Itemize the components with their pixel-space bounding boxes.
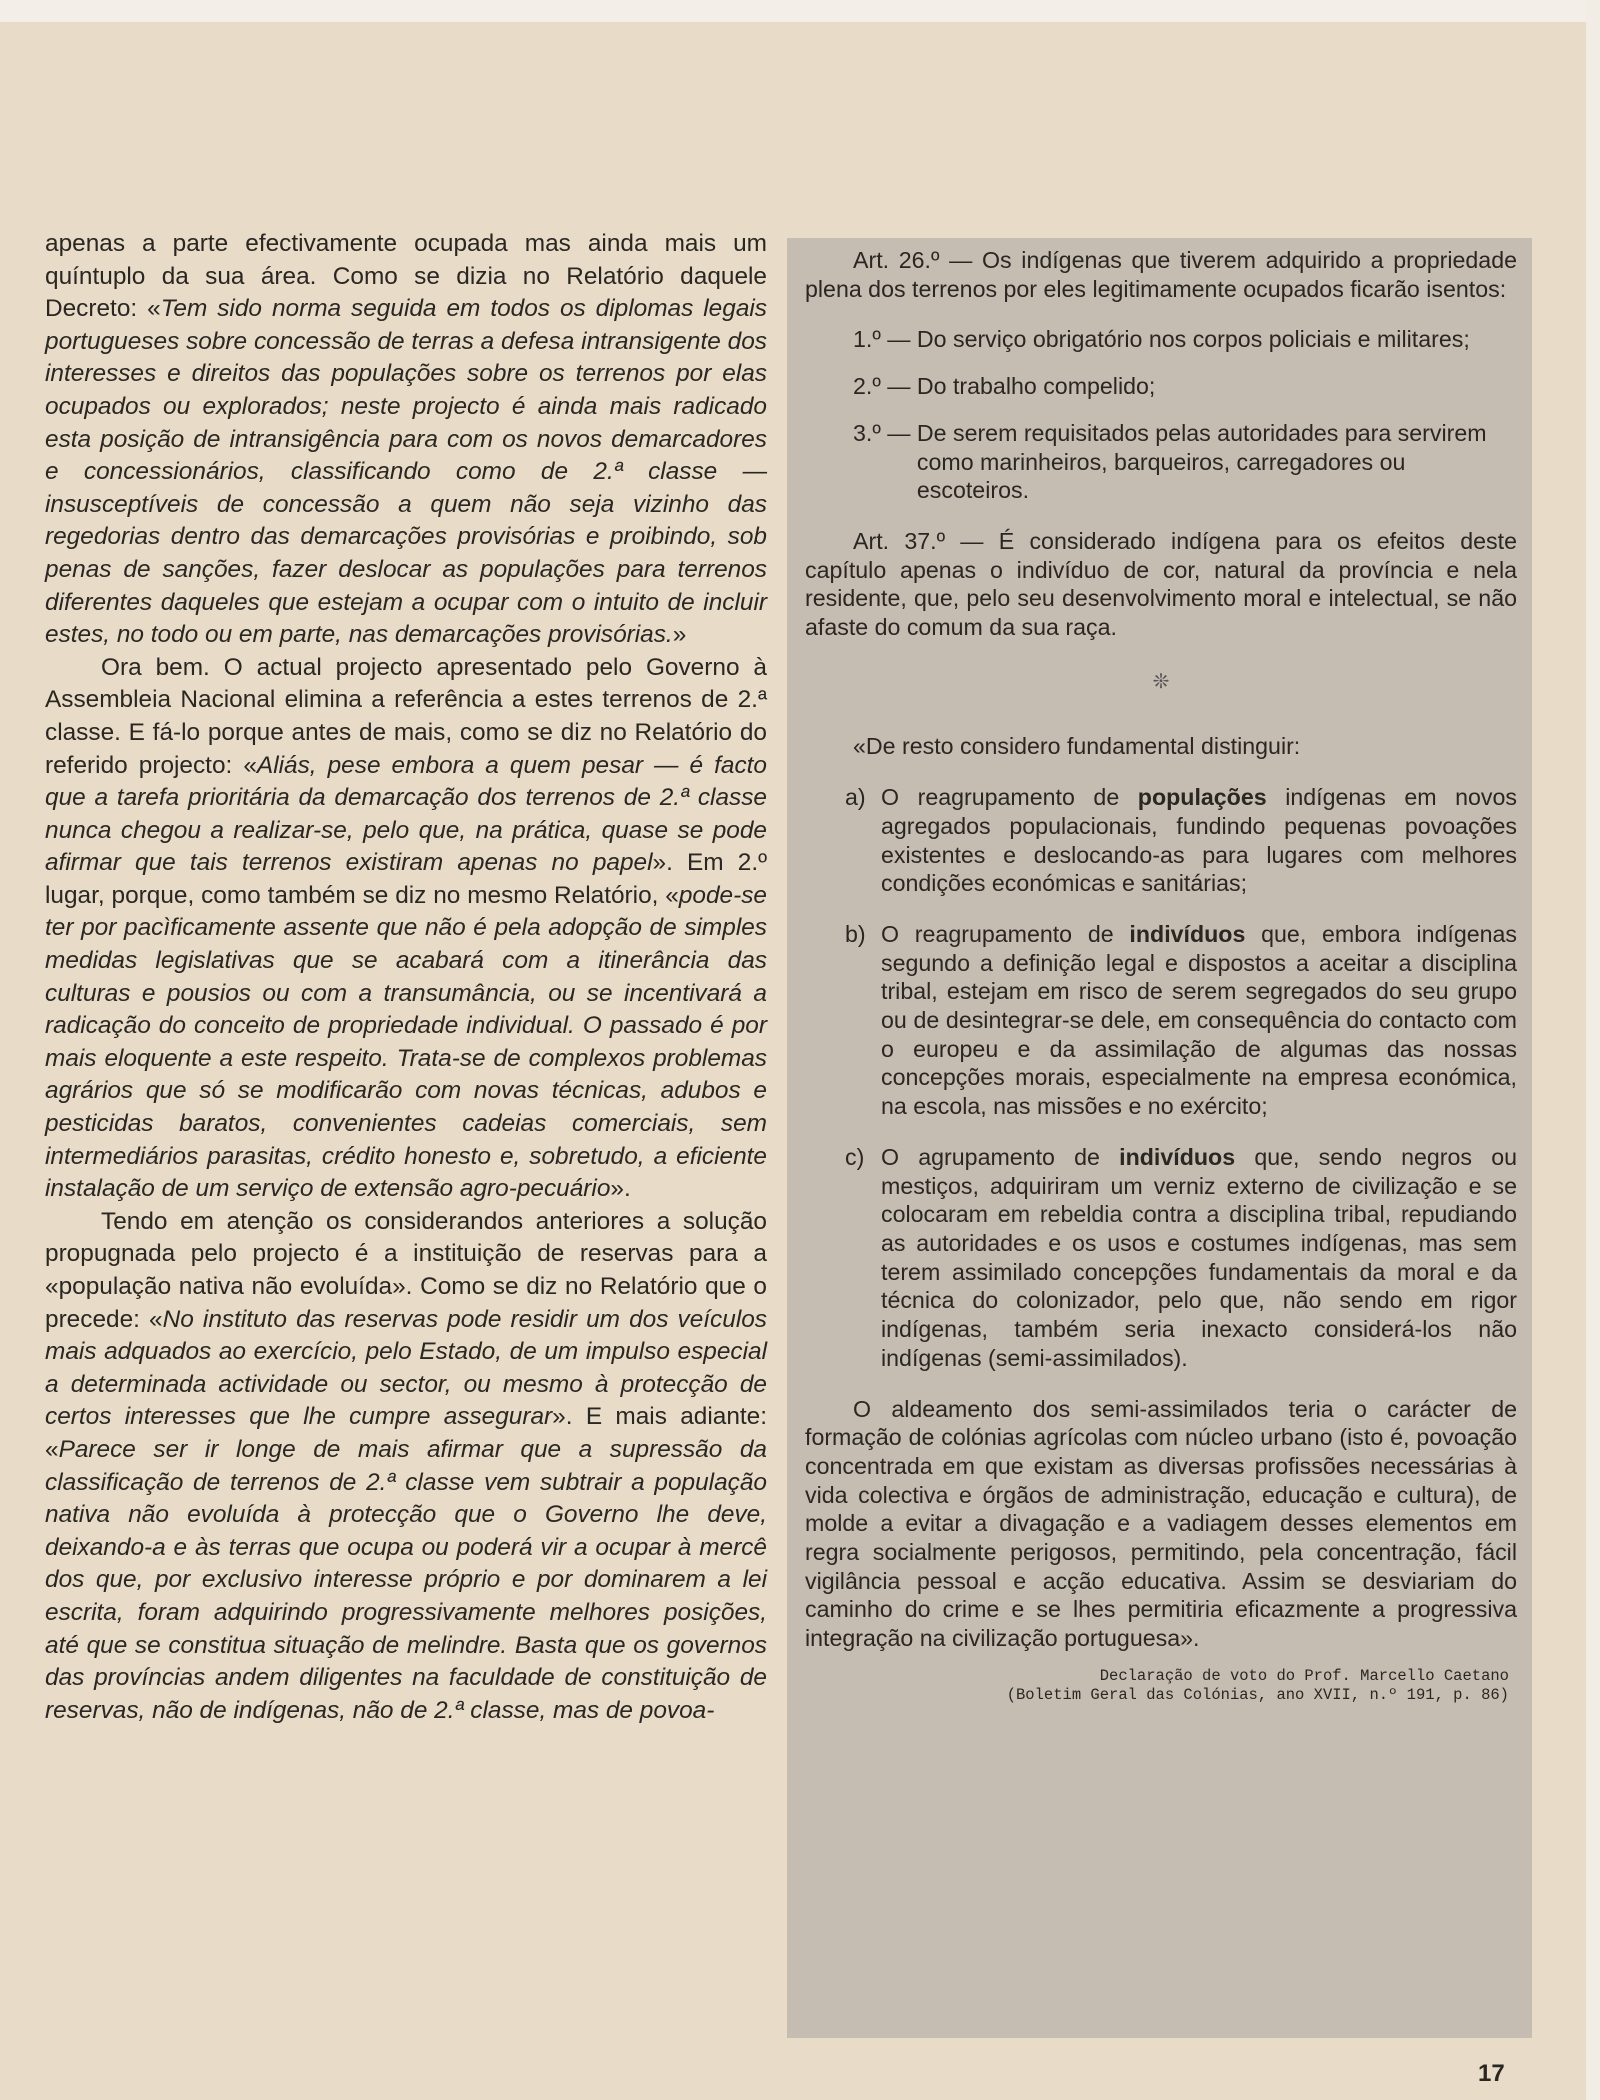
paragraph-current-project: Ora bem. O actual projecto apresentado pelo Governo à Assembleia Nacional elimina a referência a estes terrenos de 2.ª classe. E fá-lo porque antes de mais, como se diz no Relatório do referido projecto: «Aliás, pese embora a quem pesar — é facto que a tarefa prioritária da demarcação dos terrenos de 2.ª classe nunca chegou a realizar-se, pelo que, na prática, quase se pode afirmar que tais terrenos existiram apenas no papel». Em 2.º lugar, porque, como também se diz no mesmo Relatório, «pode-se ter por pacìficamente assente que não é pela adopção de simples medidas legislativas que se acabará com a itinerância das culturas e pousios ou com a transumância, ou se incentivará a radicação do conceito de propriedade individual. O passado é por mais eloquente a este respeito. Trata-se de complexos problemas agrários que só se modificarão com novas técnicas, adubos e pesticidas baratos, convenientes cadeias comerciais, sem intermediários parasitas, crédito honesto e, sobretudo, a eficiente instalação de um serviço de extensão agro-pecuário».: [45, 653, 768, 1203]
list-item-a: a) O reagrupamento de populações indígenas em novos agregados populacionais, fundindo pequenas povoações existentes e deslocando-as para lugares com melhores condições económicas e sanitárias;: [845, 784, 1517, 897]
source-citation: Declaração de voto do Prof. Marcello Caetano (Boletim Geral das Colónias, ano XVII, n.º 191, p. 86): [1006, 1666, 1509, 1704]
section-separator-icon: ❊: [1152, 670, 1170, 693]
scan-right-edge: [1586, 0, 1600, 2100]
quote-intro: «De resto considero fundamental distinguir:: [853, 733, 1301, 760]
article-37: Art. 37.º — É considerado indígena para os efeitos deste capítulo apenas o indivíduo de cor, natural da província e nela residente, que, pelo seu desenvolvimento moral e intelectual, se não afaste do comum da sua raça.: [805, 527, 1517, 641]
scan-top-edge: [0, 0, 1600, 22]
article-26-item-3: 3.º — De serem requisitados pelas autoridades para servirem como marinheiros, barqueiros, carregadores ou escoteiros.: [853, 419, 1487, 504]
article-26-item-2: 2.º — Do trabalho compelido;: [853, 373, 1156, 400]
closing-paragraph: O aldeamento dos semi-assimilados teria o carácter de formação de colónias agrícolas com núcleo urbano (isto é, povoação concentrada em que existam as diversas profissões necessárias à vida colectiva e órgãos de administração, educação e cultura), de molde a evitar a divagação e a vadiagem desses elementos em regra socialmente perigosos, permitindo, pela concentração, fácil vigilância pessoal e acção educativa. Assim se desviariam do caminho do crime e se lhes permitiria eficazmente a progressiva integração na civilização portuguesa».: [805, 1395, 1517, 1652]
page-number: 17: [1478, 2060, 1505, 2087]
left-column-text: [45, 228, 767, 1727]
list-item-b: b) O reagrupamento de indivíduos que, embora indígenas segundo a definição legal e dispostos a aceitar a disciplina tribal, estejam em risco de serem segregados do seu grupo ou de desintegrar-se dele, em consequência do contacto com o europeu e da assimilação de algumas das nossas concepções morais, especialmente na empresa económica, na escola, nas missões e no exército;: [845, 920, 1517, 1120]
list-item-c: c) O agrupamento de indivíduos que, sendo negros ou mestiços, adquiriram um verniz externo de civilização e se colocaram em rebeldia contra a disciplina tribal, repudiando as autoridades e os usos e costumes indígenas, mas sem terem assimilado concepções fundamentais da moral e da técnica do colonizador, pelo que, não sendo em rigor indígenas, também seria inexacto considerá-los não indígenas (semi-assimilados).: [845, 1143, 1517, 1371]
right-column-text: [805, 246, 1517, 1705]
article-26: Art. 26.º — Os indígenas que tiverem adquirido a propriedade plena dos terrenos por eles legitimamente ocupados ficarão isentos:: [805, 247, 1517, 302]
paragraph-reserves: Tendo em atenção os considerandos anteriores a solução propugnada pelo projecto é a instituição de reservas para a «população nativa não evoluída». Como se diz no Relatório que o precede: «No instituto das reservas pode residir um dos veículos mais adquados ao exercício, pelo Estado, de um impulso especial a determinada actividade ou sector, ou mesmo à protecção de certos interesses que lhe cumpre assegurar». E mais adiante: «Parece ser ir longe de mais afirmar que a supressão da classificação de terrenos de 2.ª classe vem subtrair a população nativa não evoluída à protecção que o Governo lhe deve, deixando-a e às terras que ocupa ou poderá vir a ocupar à mercê dos que, por exclusivo interesse próprio e por dominarem a lei escrita, foram adquirindo progressivamente melhores posições, até que se constitua situação de melindre. Basta que os governos das províncias andem diligentes na faculdade de constituição de reservas, não de indígenas, não de 2.ª classe, mas de povoa-: [45, 1207, 768, 1724]
article-26-item-1: 1.º — Do serviço obrigatório nos corpos policiais e militares;: [853, 326, 1470, 353]
paragraph-decree-quote: apenas a parte efectivamente ocupada mas ainda mais um quíntuplo da sua área. Como se dizia no Relatório daquele Decreto: «Tem sido norma seguida em todos os diplomas legais portugueses sobre concessão de terras a defesa intransigente dos interesses e direitos das populações sobre os terrenos por elas ocupados ou explorados; neste projecto é ainda mais radicado esta posição de intransigência para com os novos demarcadores e concessionários, classificando como de 2.ª classe — insusceptíveis de concessão a quem não seja vizinho das regedorias dentro das demarcações provisórias e proibindo, sob penas de sanções, fazer deslocar as populações para terrenos diferentes daqueles que estejam a ocupar com o intuito de incluir estes, no todo ou em parte, nas demarcações provisórias.»: [45, 230, 767, 649]
